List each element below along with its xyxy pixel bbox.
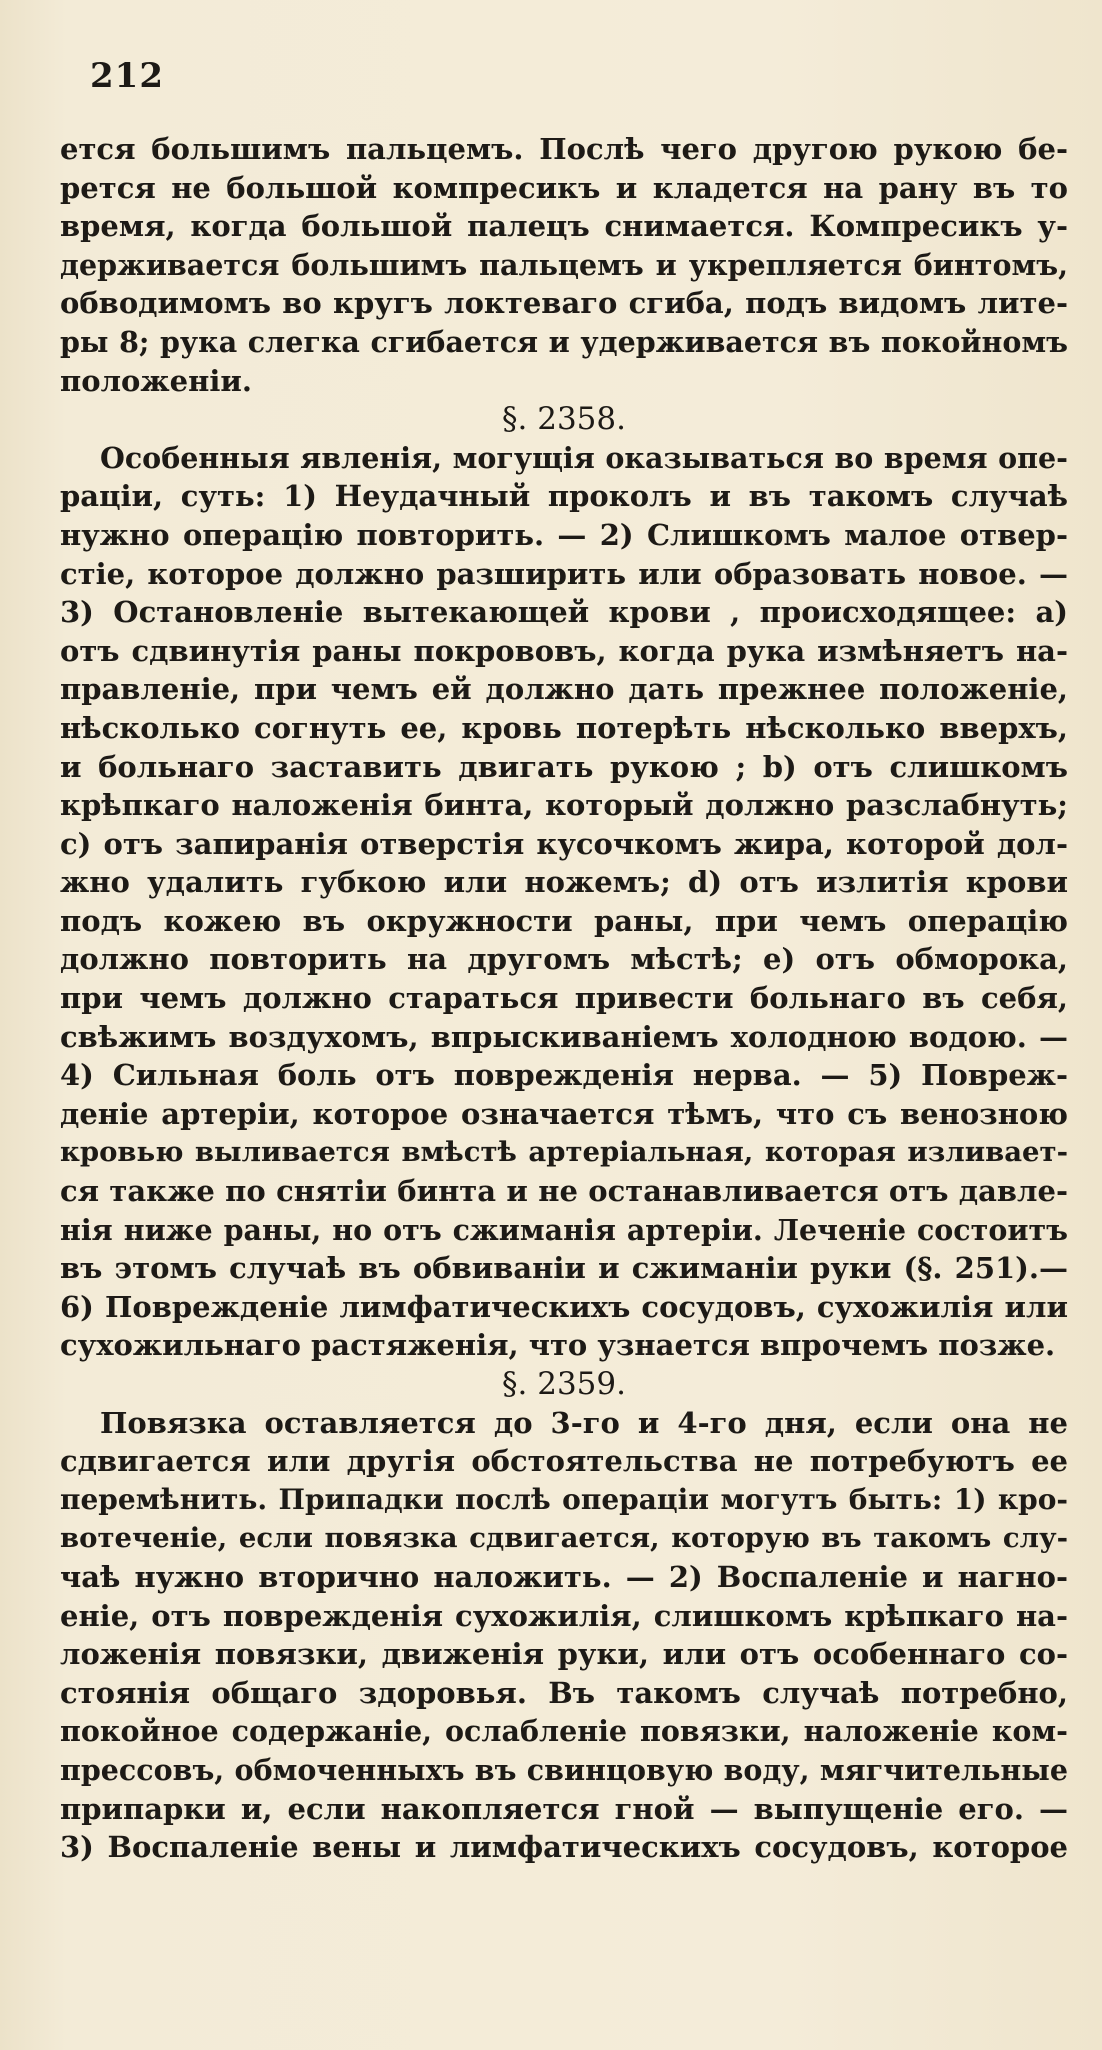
text-line: c) отъ запиранія отверстія кусочкомъ жира, которой дол- bbox=[60, 826, 1068, 861]
text-line: въ этомъ случаѣ въ обвиваніи и сжиманіи руки (§. 251).— bbox=[60, 1251, 1068, 1286]
text-line: ется большимъ пальцемъ. Послѣ чего другою рукою бе- bbox=[60, 132, 1068, 166]
text-line: покойное содержаніе, ослабленіе повязки, наложеніе ком- bbox=[60, 1714, 1068, 1749]
text-line: жно удалить губкою или ножемъ; d) отъ излитія крови bbox=[60, 865, 1068, 900]
paragraph-first-line: Особенныя явленія, могущія оказываться во время опе- bbox=[100, 440, 1068, 475]
text-line: раціи, суть: 1) Неудачный проколъ и въ такомъ случаѣ bbox=[60, 479, 1068, 514]
body-text bbox=[60, 130, 1068, 1867]
text-line: рется не большой компресикъ и кладется на рану въ то bbox=[60, 170, 1068, 205]
paragraph-first-line: Повязка оставляется до 3-го и 4-го дня, если она не bbox=[100, 1405, 1068, 1440]
text-line: кровью выливается вмѣстѣ артеріальная, которая изливает- bbox=[60, 1136, 1068, 1169]
text-line: отъ сдвинутія раны покрововъ, когда рука измѣняетъ на- bbox=[60, 633, 1068, 668]
text-line: нія ниже раны, но отъ сжиманія артеріи. Леченіе состоитъ bbox=[60, 1212, 1068, 1247]
text-line: нужно операцію повторить. — 2) Слишкомъ малое отвер- bbox=[60, 517, 1068, 552]
text-line: 3) Остановленіе вытекающей крови , происходящее: а) bbox=[60, 595, 1068, 630]
text-line: перемѣнить. Припадки послѣ операціи могутъ быть: 1) кро- bbox=[60, 1482, 1068, 1516]
text-line: и больнаго заставить двигать рукою ; b) отъ слишкомъ bbox=[60, 749, 1068, 784]
text-line: вотеченіе, если повязка сдвигается, которую въ такомъ слу- bbox=[60, 1522, 1068, 1555]
paragraph-last-line: сухожильнаго растяженія, что узнается впрочемъ позже. bbox=[60, 1328, 1056, 1363]
text-line: чаѣ нужно вторично наложить. — 2) Воспаленіе и нагно- bbox=[60, 1559, 1068, 1594]
text-line: должно повторить на другомъ мѣстѣ; e) отъ обморока, bbox=[60, 942, 1068, 977]
text-line: 3) Воспаленіе вены и лимфатическихъ сосудовъ, которое bbox=[60, 1830, 1068, 1865]
text-line: припарки и, если накопляется гной — выпущеніе его. — bbox=[60, 1791, 1068, 1826]
text-line: крѣпкаго наложенія бинта, который должно разслабнуть; bbox=[60, 788, 1068, 823]
text-line: ся также по снятіи бинта и не останавливается отъ давле- bbox=[60, 1174, 1068, 1209]
text-line: свѣжимъ воздухомъ, впрыскиваніемъ холодною водою. — bbox=[60, 1019, 1068, 1054]
text-line: время, когда большой палецъ снимается. Компресикъ у- bbox=[60, 209, 1068, 244]
text-line: 4) Сильная боль отъ поврежденія нерва. — 5) Повреж- bbox=[60, 1058, 1068, 1093]
text-line: подъ кожею въ окружности раны, при чемъ операцію bbox=[60, 903, 1068, 938]
text-line: обводимомъ во кругъ локтеваго сгиба, подъ видомъ лите- bbox=[60, 286, 1068, 321]
text-line: сдвигается или другія обстоятельства не потребуютъ ее bbox=[60, 1444, 1068, 1479]
page-number: 212 bbox=[90, 56, 164, 96]
text-line: деніе артеріи, которое означается тѣмъ, что съ венозною bbox=[60, 1096, 1068, 1131]
paragraph-last-line: положеніи. bbox=[60, 363, 252, 398]
text-line: держивается большимъ пальцемъ и укрепляется бинтомъ, bbox=[60, 247, 1068, 282]
text-line: ложенія повязки, движенія руки, или отъ особеннаго со- bbox=[60, 1637, 1068, 1672]
text-line: ры 8; рука слегка сгибается и удерживается въ покойномъ bbox=[60, 324, 1068, 359]
text-line: 6) Поврежденіе лимфатическихъ сосудовъ, сухожилія или bbox=[60, 1289, 1068, 1324]
text-line: стіе, которое должно разширить или образовать новое. — bbox=[60, 556, 1068, 591]
text-line: стоянія общаго здоровья. Въ такомъ случаѣ потребно, bbox=[60, 1675, 1068, 1710]
text-line: нѣсколько согнуть ее, кровь потерѣть нѣсколько вверхъ, bbox=[60, 710, 1068, 745]
text-line: еніе, отъ поврежденія сухожилія, слишкомъ крѣпкаго на- bbox=[60, 1598, 1068, 1633]
text-line: правленіе, при чемъ ей должно дать прежнее положеніе, bbox=[60, 672, 1068, 707]
section-heading: §. 2358. bbox=[502, 401, 626, 438]
text-line: прессовъ, обмоченныхъ въ свинцовую воду, мягчительные bbox=[60, 1752, 1068, 1787]
text-line: при чемъ должно стараться привести больнаго въ себя, bbox=[60, 981, 1068, 1016]
section-heading: §. 2359. bbox=[502, 1366, 626, 1402]
